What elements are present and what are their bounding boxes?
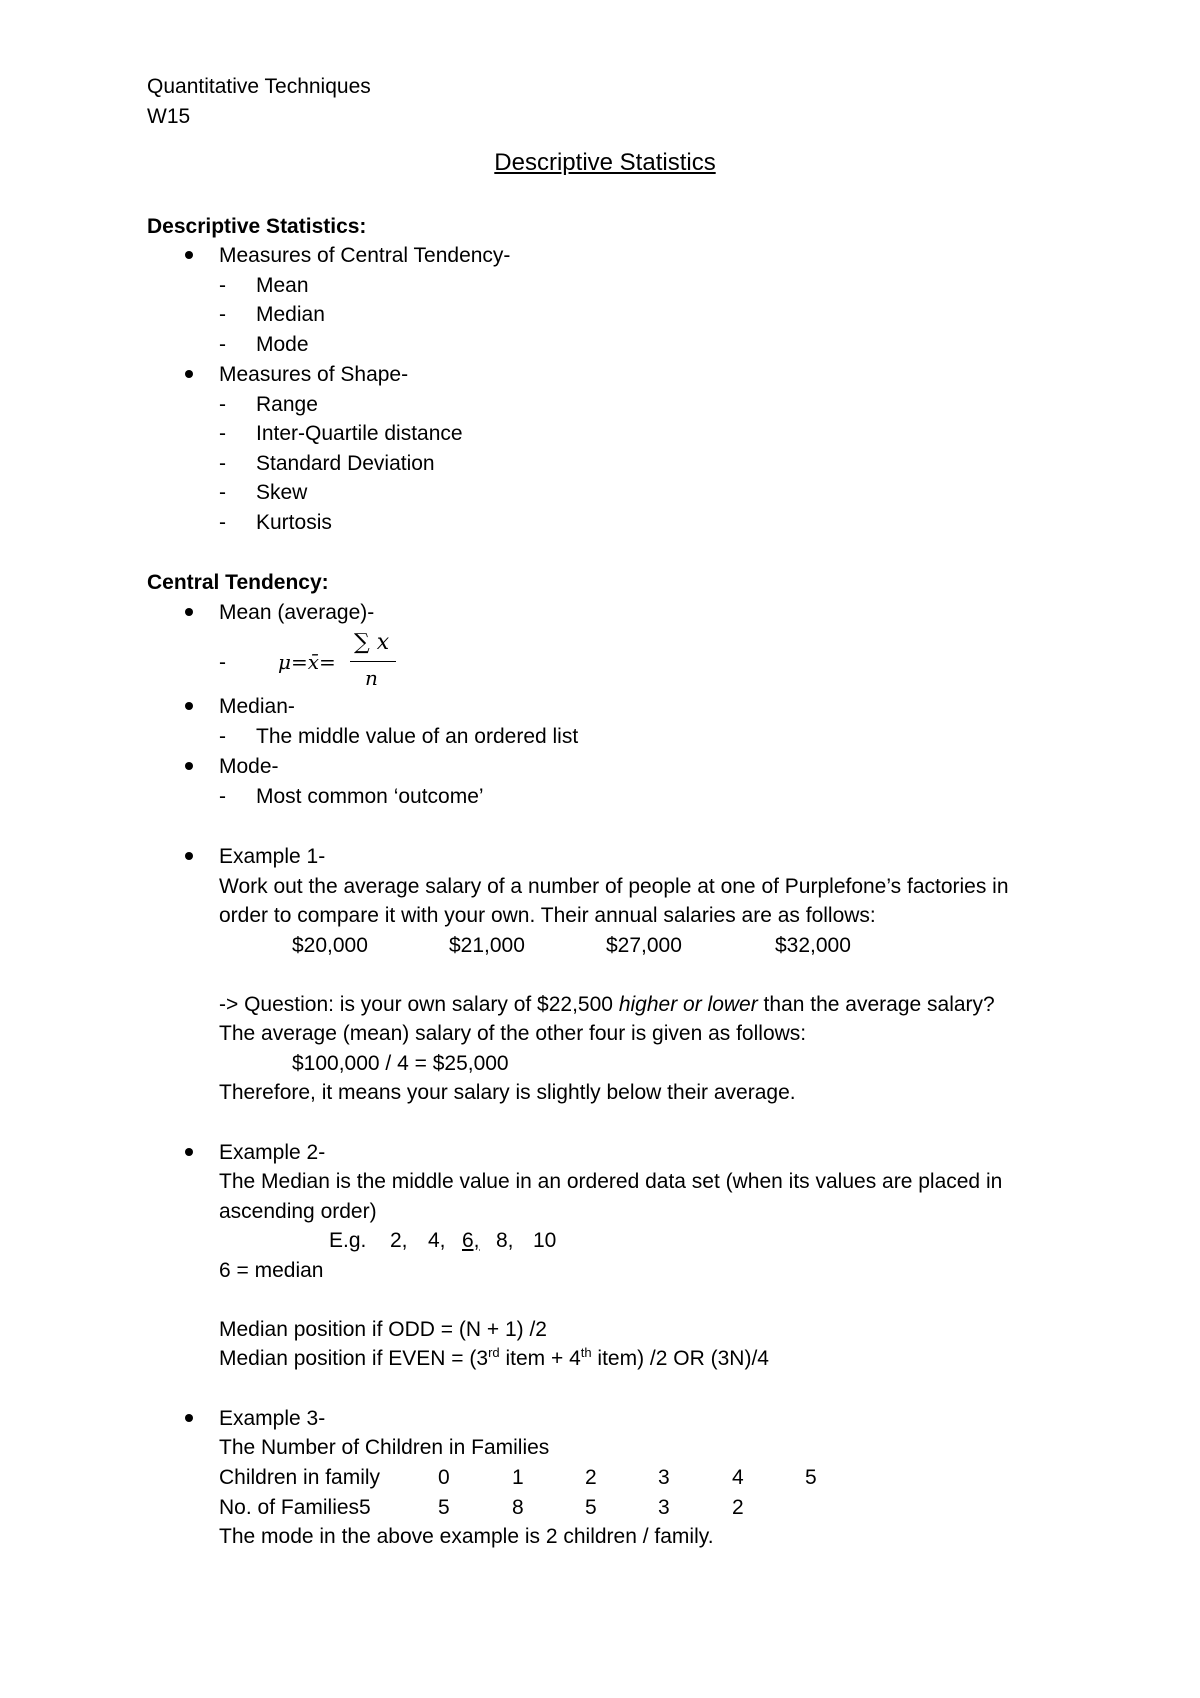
dash-icon: -: [219, 725, 226, 748]
list-item: Measures of Shape-: [219, 363, 409, 386]
example-label: Example 2-: [219, 1141, 326, 1164]
bullet-icon: [185, 1414, 193, 1422]
dash-icon: -: [219, 785, 226, 808]
dash-icon: -: [219, 511, 226, 534]
table-cell: 4: [732, 1466, 744, 1489]
salary-value: $32,000: [775, 934, 851, 957]
fraction-bar: [350, 661, 396, 662]
eg-value: 2,: [390, 1229, 408, 1252]
table-cell: 2: [732, 1496, 744, 1519]
list-item: Kurtosis: [256, 511, 332, 534]
table-cell: 5: [805, 1466, 817, 1489]
paragraph-line: Therefore, it means your salary is slightly below their average.: [219, 1081, 796, 1104]
example-label: Example 3-: [219, 1407, 326, 1430]
even-rule-suffix: item) /2 OR (3N)/4: [591, 1347, 769, 1370]
even-rule-mid: item + 4: [499, 1347, 581, 1370]
table-cell: 5: [438, 1496, 450, 1519]
mean-formula-denominator: n: [365, 666, 378, 690]
list-item: Range: [256, 393, 318, 416]
bullet-icon: [185, 852, 193, 860]
table-row-label: Children in family: [219, 1466, 381, 1489]
week-label: W15: [147, 105, 191, 128]
bullet-icon: [185, 608, 193, 616]
dash-icon: -: [219, 452, 226, 475]
dash-icon: -: [219, 393, 226, 416]
list-item: Mode-: [219, 755, 279, 778]
paragraph-line: The average (mean) salary of the other four is given as follows:: [219, 1022, 807, 1045]
dash-icon: -: [219, 651, 226, 674]
mean-formula-numerator: ∑ x: [354, 630, 390, 655]
conclusion: The mode in the above example is 2 children / family.: [219, 1525, 714, 1548]
even-rule-sup: rd: [488, 1345, 500, 1360]
even-rule: [219, 1344, 769, 1374]
salary-value: $21,000: [449, 934, 525, 957]
eg-value: 4,: [428, 1229, 446, 1252]
question-prefix: -> Question: is your own salary of $22,500: [219, 993, 619, 1016]
section-heading-descriptive: Descriptive Statistics:: [147, 215, 367, 238]
question-suffix: than the average salary?: [757, 993, 995, 1016]
dash-icon: -: [219, 333, 226, 356]
bullet-icon: [185, 702, 193, 710]
salary-value: $27,000: [606, 934, 682, 957]
paragraph-line: Work out the average salary of a number of people at one of Purplefone’s factories in: [219, 875, 1009, 898]
list-item: Measures of Central Tendency-: [219, 244, 511, 267]
page-title: Descriptive Statistics: [494, 149, 716, 176]
paragraph-line: The Median is the middle value in an ordered data set (when its values are placed in: [219, 1170, 1003, 1193]
list-item: Skew: [256, 481, 308, 504]
list-item: Standard Deviation: [256, 452, 435, 475]
list-item: The middle value of an ordered list: [256, 725, 579, 748]
eg-label: E.g.: [329, 1229, 367, 1252]
dash-icon: -: [219, 422, 226, 445]
eg-value: 10: [533, 1229, 557, 1252]
even-rule-sup: th: [580, 1345, 592, 1360]
list-item: Mean (average)-: [219, 601, 375, 624]
table-cell: 1: [512, 1466, 524, 1489]
dash-icon: -: [219, 481, 226, 504]
list-item: Most common ‘outcome’: [256, 785, 484, 808]
calculation: $100,000 / 4 = $25,000: [292, 1052, 509, 1075]
bullet-icon: [185, 762, 193, 770]
list-item: Mode: [256, 333, 309, 356]
section-heading-central-tendency: Central Tendency:: [147, 571, 329, 594]
bullet-icon: [185, 1148, 193, 1156]
list-item: Median: [256, 303, 325, 326]
table-cell: 8: [512, 1496, 524, 1519]
salary-value: $20,000: [292, 934, 368, 957]
table-row-label: No. of Families5: [219, 1496, 371, 1519]
question-emphasis: higher or lower: [618, 993, 758, 1016]
paragraph-line: ascending order): [219, 1200, 377, 1223]
table-cell: 2: [585, 1466, 597, 1489]
eg-value: 8,: [496, 1229, 514, 1252]
odd-rule: Median position if ODD = (N + 1) /2: [219, 1318, 547, 1341]
dash-icon: -: [219, 274, 226, 297]
eg-value-median: 6,: [462, 1229, 480, 1252]
list-item: Mean: [256, 274, 309, 297]
course-name: Quantitative Techniques: [147, 75, 371, 98]
question-line: [219, 990, 995, 1020]
bullet-icon: [185, 370, 193, 378]
median-statement: 6 = median: [219, 1259, 324, 1282]
list-item: Median-: [219, 695, 295, 718]
table-cell: 0: [438, 1466, 450, 1489]
table-cell: 5: [585, 1496, 597, 1519]
table-title: The Number of Children in Families: [219, 1436, 550, 1459]
list-item: Inter-Quartile distance: [256, 422, 463, 445]
even-rule-prefix: Median position if EVEN = (3: [219, 1347, 489, 1370]
bullet-icon: [185, 251, 193, 259]
table-cell: 3: [658, 1466, 670, 1489]
example-label: Example 1-: [219, 845, 326, 868]
paragraph-line: order to compare it with your own. Their annual salaries are as follows:: [219, 904, 876, 927]
mean-formula-lhs: μ=x̄=: [278, 650, 336, 674]
table-cell: 3: [658, 1496, 670, 1519]
dash-icon: -: [219, 303, 226, 326]
